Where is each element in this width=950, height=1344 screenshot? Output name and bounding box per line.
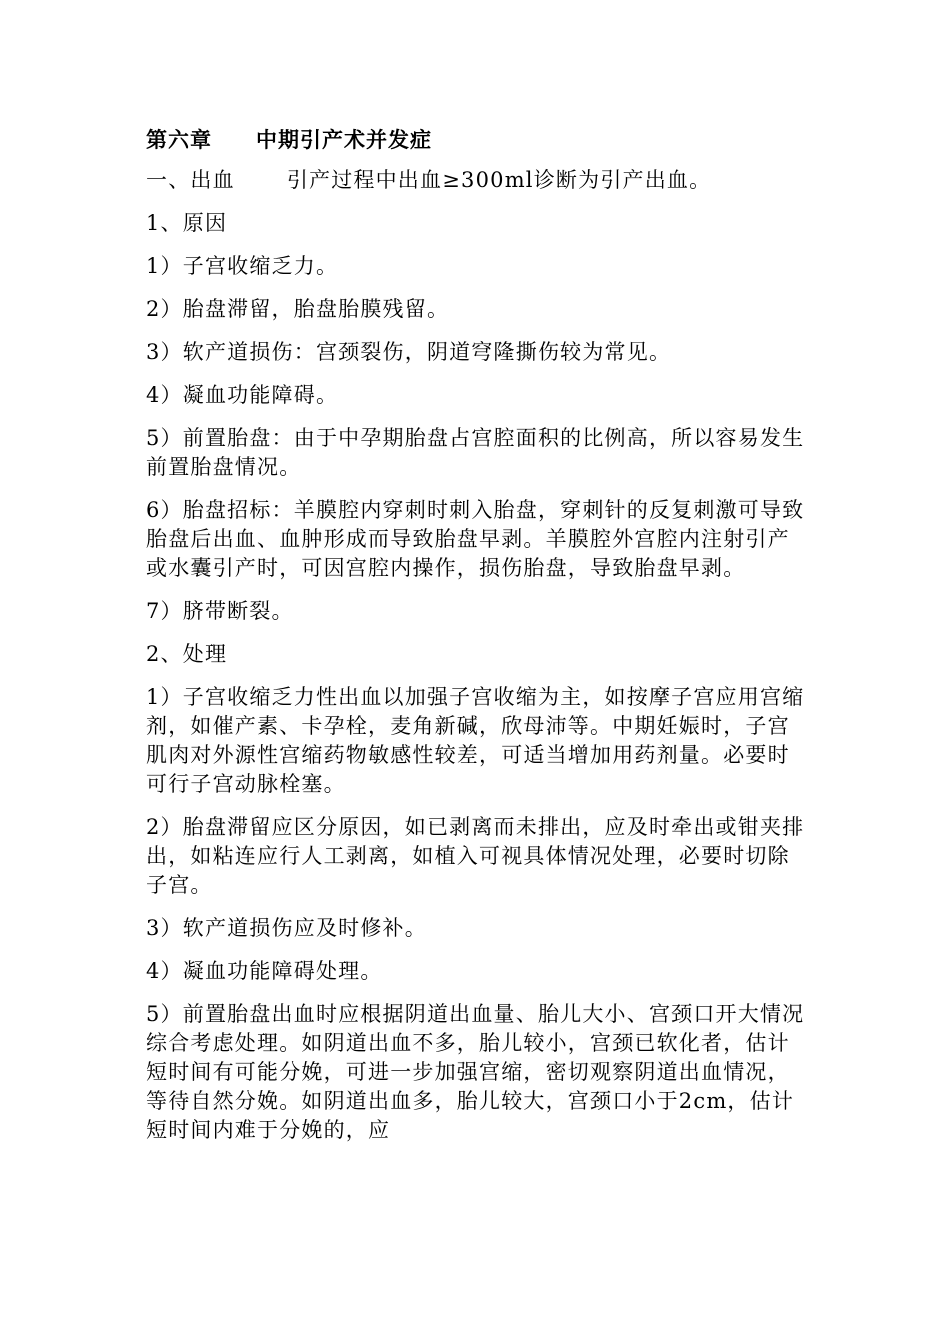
chapter-number: 第六章: [146, 128, 212, 152]
paragraph: 1、原因: [146, 211, 228, 235]
paragraph: 1）子宫收缩乏力性出血以加强子宫收缩为主，如按摩子宫应用宫缩剂，如催产素、卡孕栓，麦角新碱，欣母沛等。中期妊娠时，子宫肌肉对外源性宫缩药物敏感性较差，可适当增加用药剂量。必要时可行子宫动脉栓塞。: [146, 685, 805, 796]
paragraph: 2）胎盘滞留，胎盘胎膜残留。: [146, 297, 450, 321]
paragraph: 1）子宫收缩乏力。: [146, 254, 339, 278]
paragraph: 2）胎盘滞留应区分原因，如已剥离而未排出，应及时牵出或钳夹排出，如粘连应行人工剥离，如植入可视具体情况处理，必要时切除子宫。: [146, 815, 805, 897]
paragraph: 6）胎盘招标：羊膜腔内穿刺时刺入胎盘，穿刺针的反复刺激可导致胎盘后出血、血肿形成而导致胎盘早剥。羊膜腔外宫腔内注射引产或水囊引产时，可因宫腔内操作，损伤胎盘，导致胎盘早剥。: [146, 498, 805, 580]
section-heading: [146, 166, 806, 195]
paragraph: 3）软产道损伤应及时修补。: [146, 916, 427, 940]
chapter-heading: [146, 124, 806, 156]
paragraph: 7）脐带断裂。: [146, 599, 294, 623]
paragraph: 5）前置胎盘出血时应根据阴道出血量、胎儿大小、宫颈口开大情况综合考虑处理。如阴道出血不多，胎儿较小，宫颈已软化者，估计短时间有可能分娩，可进一步加强宫缩，密切观察阴道出血情况，等待自然分娩。如阴道出血多，胎儿较大，宫颈口小于2cm，估计短时间内难于分娩的，应: [146, 1002, 805, 1142]
paragraph: 4）凝血功能障碍。: [146, 383, 339, 407]
paragraph: 3）软产道损伤：宫颈裂伤，阴道穹隆撕伤较为常见。: [146, 340, 672, 364]
document-page: [146, 124, 806, 1159]
section-title: 一、出血: [146, 168, 235, 192]
chapter-title: 中期引产术并发症: [256, 128, 432, 152]
section-definition: 引产过程中出血≥300ml诊断为引产出血。: [286, 168, 712, 192]
paragraph: 2、处理: [146, 642, 228, 666]
paragraph: 4）凝血功能障碍处理。: [146, 959, 383, 983]
paragraph: 5）前置胎盘：由于中孕期胎盘占宫腔面积的比例高，所以容易发生前置胎盘情况。: [146, 426, 805, 479]
